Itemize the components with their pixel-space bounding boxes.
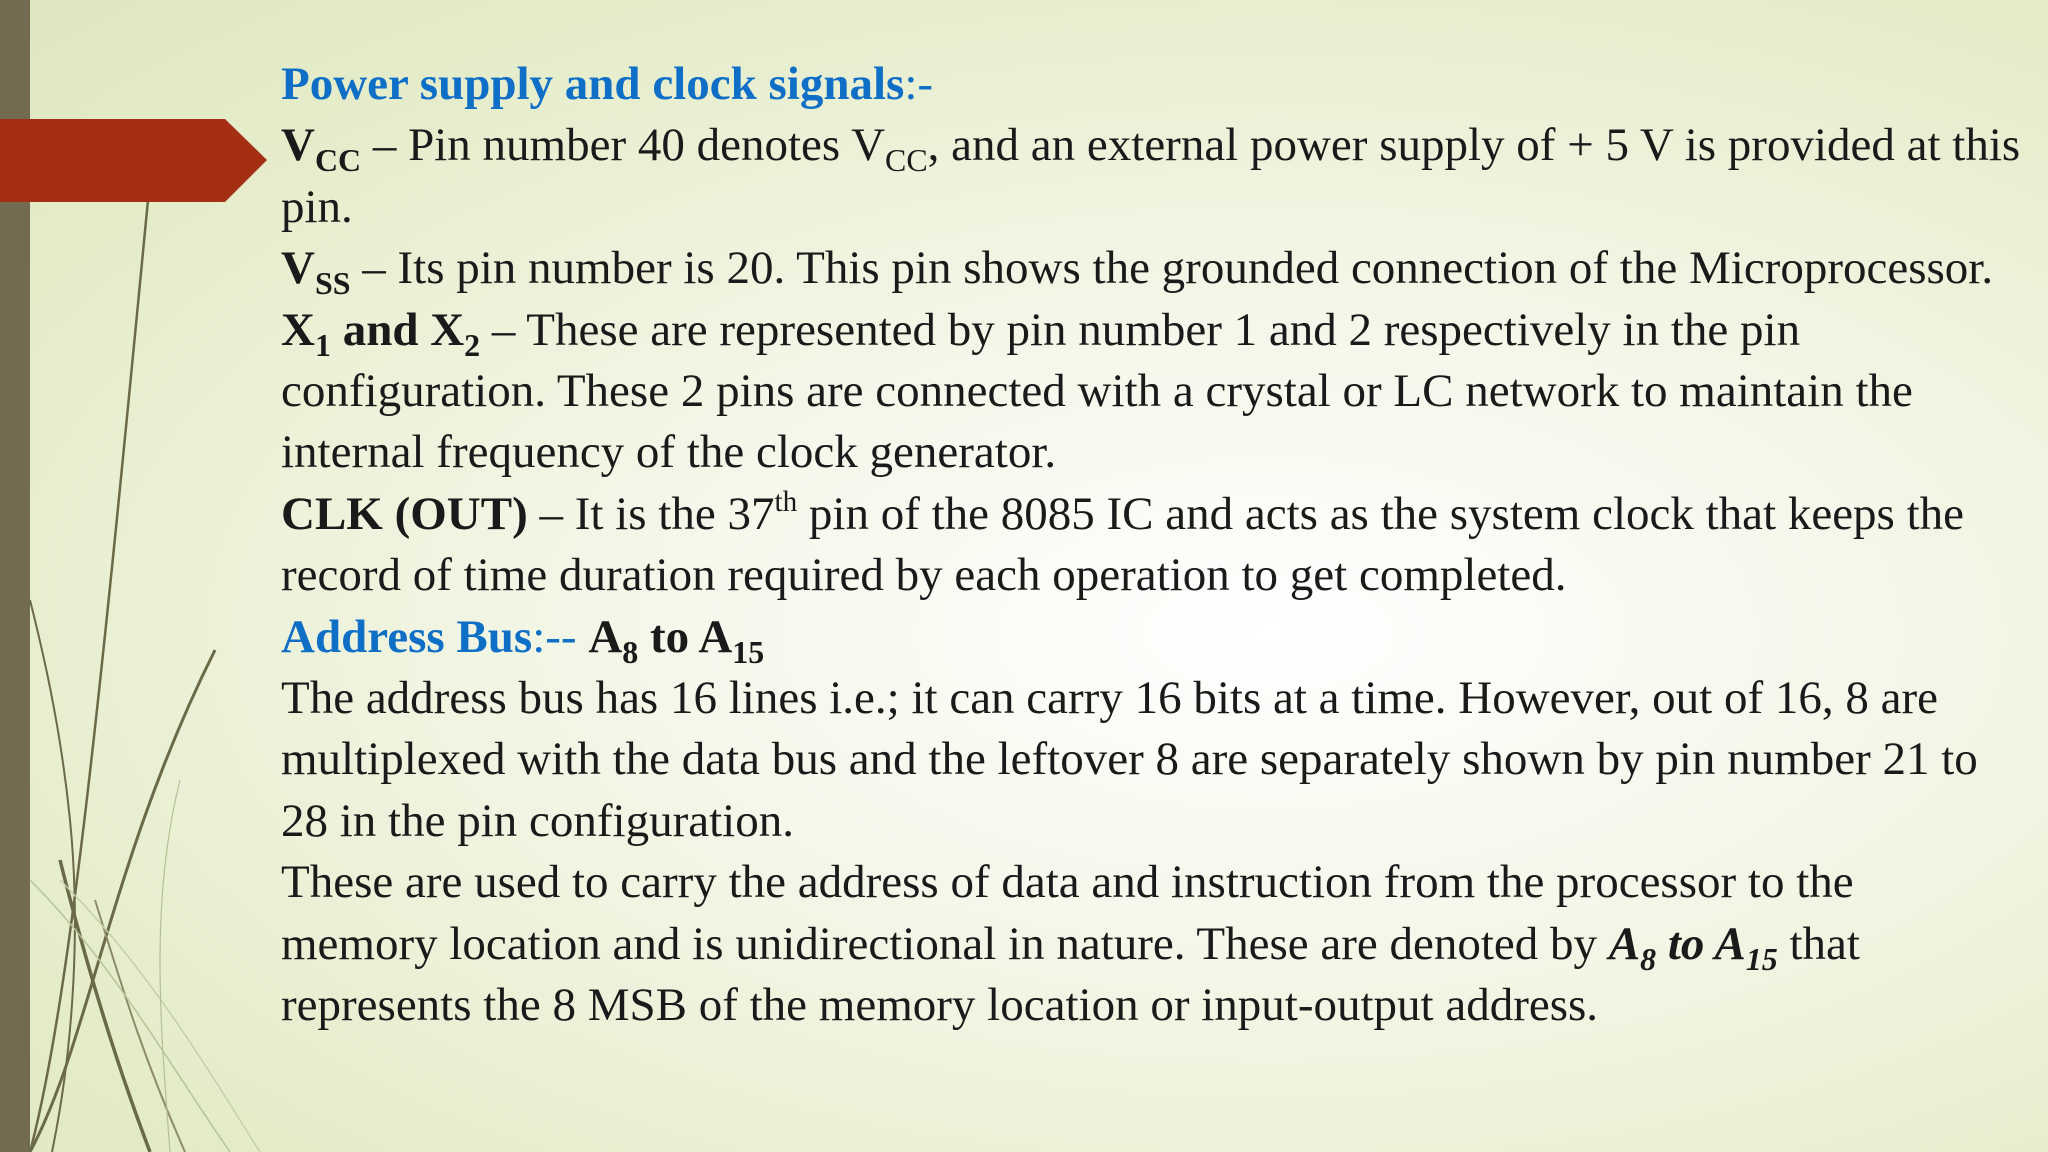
address-range-italic: $A_8$ to $A_{15}$ — [1608, 917, 1778, 977]
vss-symbol: $V_{SS}$ — [281, 242, 351, 302]
x1-x2-paragraph: $X_1$ and $X_2$ – These are represented by pin number 1 and 2 respectively in the pin configuration. These 2 pins are connected with a crystal or LC network to maintain the internal frequency of the clock generator. — [281, 303, 1913, 479]
clk-paragraph: CLK (OUT) – It is the 37th pin of the 8085 IC and acts as the system clock that keeps the record of time duration required by each operation to get completed. — [281, 485, 1965, 602]
slide-body — [281, 54, 2021, 1037]
address-range: $A_8$ to $A_{15}$ — [588, 610, 765, 670]
address-paragraph-2: These are used to carry the address of data and instruction from the processor to the memory location and is unidirectional in nature. These are denoted by $A_8$ to $A_{15}$ that represents the 8 MSB of the memory location or input-output address. — [281, 856, 1860, 1032]
address-paragraph-1: The address bus has 16 lines i.e.; it can carry 16 bits at a time. However, out of 16, 8 are multiplexed with the data bus and the leftover 8 are separately shown by pin number 21 to 28 in the pin configuration. — [281, 672, 1978, 847]
vss-paragraph: $V_{SS}$ – Its pin number is 20. This pin shows the grounded connection of the Microprocessor. — [281, 242, 1994, 302]
clk-label: CLK (OUT) — [281, 487, 528, 540]
section-heading-address — [281, 607, 2021, 668]
power-title: Power supply and clock signals — [281, 58, 905, 110]
vcc-symbol: $V_{CC}$ — [281, 119, 362, 179]
x1-x2-label: $X_1$ and $X_2$ — [281, 303, 481, 363]
address-title-suffix: :-- — [532, 610, 589, 663]
address-title: Address Bus — [281, 610, 533, 663]
power-title-suffix: :- — [904, 58, 934, 110]
section-heading-power — [281, 54, 2021, 115]
arrow-shape — [0, 0, 280, 1152]
vcc-paragraph: $V_{CC}$ – Pin number 40 denotes $V_{CC}$, and an external power supply of + 5 V is provided at this pin. — [281, 119, 2021, 233]
